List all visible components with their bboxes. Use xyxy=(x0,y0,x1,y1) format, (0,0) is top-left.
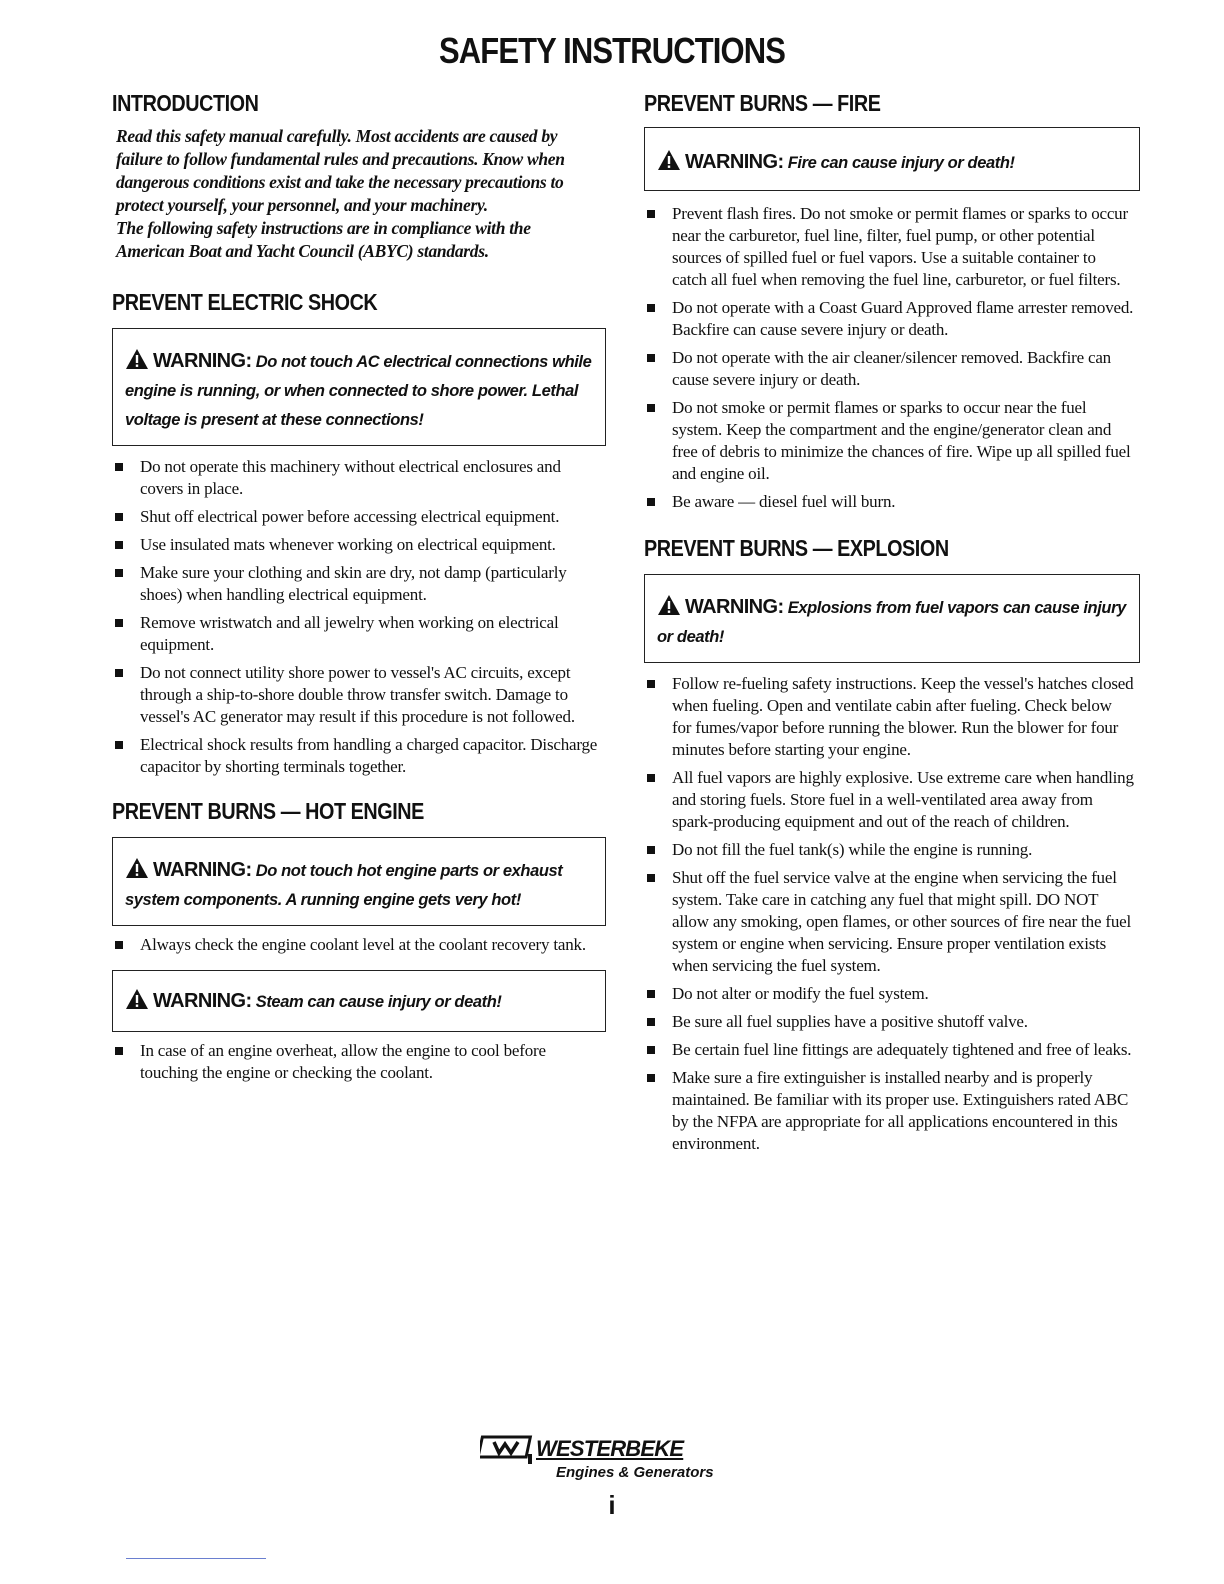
bullet-square-icon xyxy=(647,404,655,412)
page-number: i xyxy=(608,1490,616,1520)
explosion-heading: PREVENT BURNS — EXPLOSION xyxy=(644,535,949,561)
warning-text: Steam can cause injury or death! xyxy=(255,993,502,1011)
fire-bullet-list xyxy=(644,203,1134,513)
warning-label: WARNING: xyxy=(685,151,784,173)
list-item: Shut off the fuel service valve at the engine when servicing the fuel system. Take care in catching any fuel that might spill. DO NOT allow any smoking, open flames, or other sources of fire near the fuel system or engine when servicing. Ensure proper ventilation exists when servicing the fuel system. xyxy=(644,867,1134,977)
logo-tagline: Engines & Generators xyxy=(556,1464,714,1481)
list-item: Do not smoke or permit flames or sparks to occur near the fuel system. Keep the compartment and the engine/generator clean and free of debris to minimize the chances of fire. Wipe up all spilled fuel and engine oil. xyxy=(644,397,1134,485)
list-item: Always check the engine coolant level at the coolant recovery tank. xyxy=(112,934,602,956)
hot-engine-bullet-list xyxy=(112,934,602,956)
bullet-square-icon xyxy=(647,1046,655,1054)
steam-bullet-list xyxy=(112,1040,602,1084)
introduction-paragraph-2: The following safety instructions are in compliance with the American Boat and Yacht Council (ABYC) standards. xyxy=(116,218,531,261)
bullet-square-icon xyxy=(115,941,123,949)
fire-warning-box xyxy=(644,127,1140,191)
bullet-square-icon xyxy=(115,741,123,749)
bullet-square-icon xyxy=(647,1074,655,1082)
divider xyxy=(126,1558,266,1559)
bullet-square-icon xyxy=(647,1018,655,1026)
electric-shock-bullet-list xyxy=(112,456,602,778)
list-item: Make sure a fire extinguisher is installed nearby and is properly maintained. Be familiar with its proper use. Extinguishers rated ABC by the NFPA are appropriate for all applications encountered in this environment. xyxy=(644,1067,1134,1155)
list-item: Be sure all fuel supplies have a positive shutoff valve. xyxy=(644,1011,1134,1033)
list-item: All fuel vapors are highly explosive. Use extreme care when handling and storing fuels. Store fuel in a well-ventilated area away from spark-producing equipment and out of the reach of children. xyxy=(644,767,1134,833)
bullet-square-icon xyxy=(115,1047,123,1055)
list-item: Shut off electrical power before accessing electrical equipment. xyxy=(112,506,602,528)
bullet-square-icon xyxy=(647,304,655,312)
introduction-paragraph-1: Read this safety manual carefully. Most accidents are caused by failure to follow fundamental rules and precautions. Know when dangerous conditions exist and take the necessary precautions to protect yourself, your personnel, and your machinery. xyxy=(116,126,565,215)
introduction-heading: INTRODUCTION xyxy=(112,90,259,116)
warning-triangle-icon xyxy=(125,348,149,370)
list-item: Be aware — diesel fuel will burn. xyxy=(644,491,1134,513)
warning-text: Explosions from fuel vapors can cause injury or death! xyxy=(657,599,1126,646)
explosion-bullet-list xyxy=(644,673,1134,1155)
bullet-square-icon xyxy=(115,463,123,471)
warning-text: Do not touch hot engine parts or exhaust system components. A running engine gets very hot! xyxy=(125,862,563,909)
page-title: SAFETY INSTRUCTIONS xyxy=(438,30,786,71)
warning-label: WARNING: xyxy=(153,859,252,881)
list-item: Do not operate with a Coast Guard Approved flame arrester removed. Backfire can cause severe injury or death. xyxy=(644,297,1134,341)
hot-engine-heading: PREVENT BURNS — HOT ENGINE xyxy=(112,798,424,824)
list-item: Do not operate this machinery without electrical enclosures and covers in place. xyxy=(112,456,602,500)
bullet-square-icon xyxy=(647,354,655,362)
left-column xyxy=(112,90,602,1090)
explosion-warning-box xyxy=(644,574,1140,663)
warning-label: WARNING: xyxy=(153,350,252,372)
westerbeke-w-logo-icon xyxy=(480,1434,534,1469)
warning-text: Do not touch AC electrical connections while engine is running, or when connected to shore power. Lethal voltage is present at these connections! xyxy=(125,353,592,429)
list-item: Do not fill the fuel tank(s) while the engine is running. xyxy=(644,839,1134,861)
warning-text: Fire can cause injury or death! xyxy=(787,154,1015,172)
list-item: In case of an engine overheat, allow the engine to cool before touching the engine or checking the coolant. xyxy=(112,1040,602,1084)
electric-shock-warning-box xyxy=(112,328,606,446)
electric-shock-heading: PREVENT ELECTRIC SHOCK xyxy=(112,289,378,315)
bullet-square-icon xyxy=(115,541,123,549)
warning-label: WARNING: xyxy=(153,990,252,1012)
list-item: Do not alter or modify the fuel system. xyxy=(644,983,1134,1005)
list-item: Use insulated mats whenever working on electrical equipment. xyxy=(112,534,602,556)
steam-warning-box xyxy=(112,970,606,1032)
warning-triangle-icon xyxy=(657,149,681,171)
warning-label: WARNING: xyxy=(685,596,784,618)
list-item: Do not operate with the air cleaner/silencer removed. Backfire can cause severe injury or death. xyxy=(644,347,1134,391)
warning-triangle-icon xyxy=(125,988,149,1010)
logo-brand-text: WESTERBEKE xyxy=(536,1436,684,1461)
list-item: Prevent flash fires. Do not smoke or permit flames or sparks to occur near the carburetor, fuel line, filter, fuel pump, or other potential sources of spilled fuel or fuel vapors. Use a suitable container to catch all fuel when removing the fuel line, carburetor, or fuel filters. xyxy=(644,203,1134,291)
bullet-square-icon xyxy=(647,874,655,882)
bullet-square-icon xyxy=(647,990,655,998)
warning-triangle-icon xyxy=(125,857,149,879)
bullet-square-icon xyxy=(115,669,123,677)
bullet-square-icon xyxy=(647,210,655,218)
bullet-square-icon xyxy=(647,774,655,782)
list-item: Electrical shock results from handling a charged capacitor. Discharge capacitor by shorting terminals together. xyxy=(112,734,602,778)
bullet-square-icon xyxy=(115,569,123,577)
bullet-square-icon xyxy=(115,513,123,521)
fire-heading: PREVENT BURNS — FIRE xyxy=(644,90,881,116)
right-column xyxy=(644,90,1134,1161)
list-item: Be certain fuel line fittings are adequately tightened and free of leaks. xyxy=(644,1039,1134,1061)
list-item: Follow re-fueling safety instructions. Keep the vessel's hatches closed when fueling. Open and ventilate cabin after fueling. Check below for fumes/vapor before running the blower. Run the blower for four minutes before starting your engine. xyxy=(644,673,1134,761)
list-item: Do not connect utility shore power to vessel's AC circuits, except through a ship-to-shore double throw transfer switch. Damage to vessel's AC generator may result if this procedure is not followed. xyxy=(112,662,602,728)
list-item: Remove wristwatch and all jewelry when working on electrical equipment. xyxy=(112,612,602,656)
warning-triangle-icon xyxy=(657,594,681,616)
list-item: Make sure your clothing and skin are dry, not damp (particularly shoes) when handling electrical equipment. xyxy=(112,562,602,606)
bullet-square-icon xyxy=(647,680,655,688)
hot-engine-warning-box xyxy=(112,837,606,926)
bullet-square-icon xyxy=(647,846,655,854)
bullet-square-icon xyxy=(115,619,123,627)
bullet-square-icon xyxy=(647,498,655,506)
